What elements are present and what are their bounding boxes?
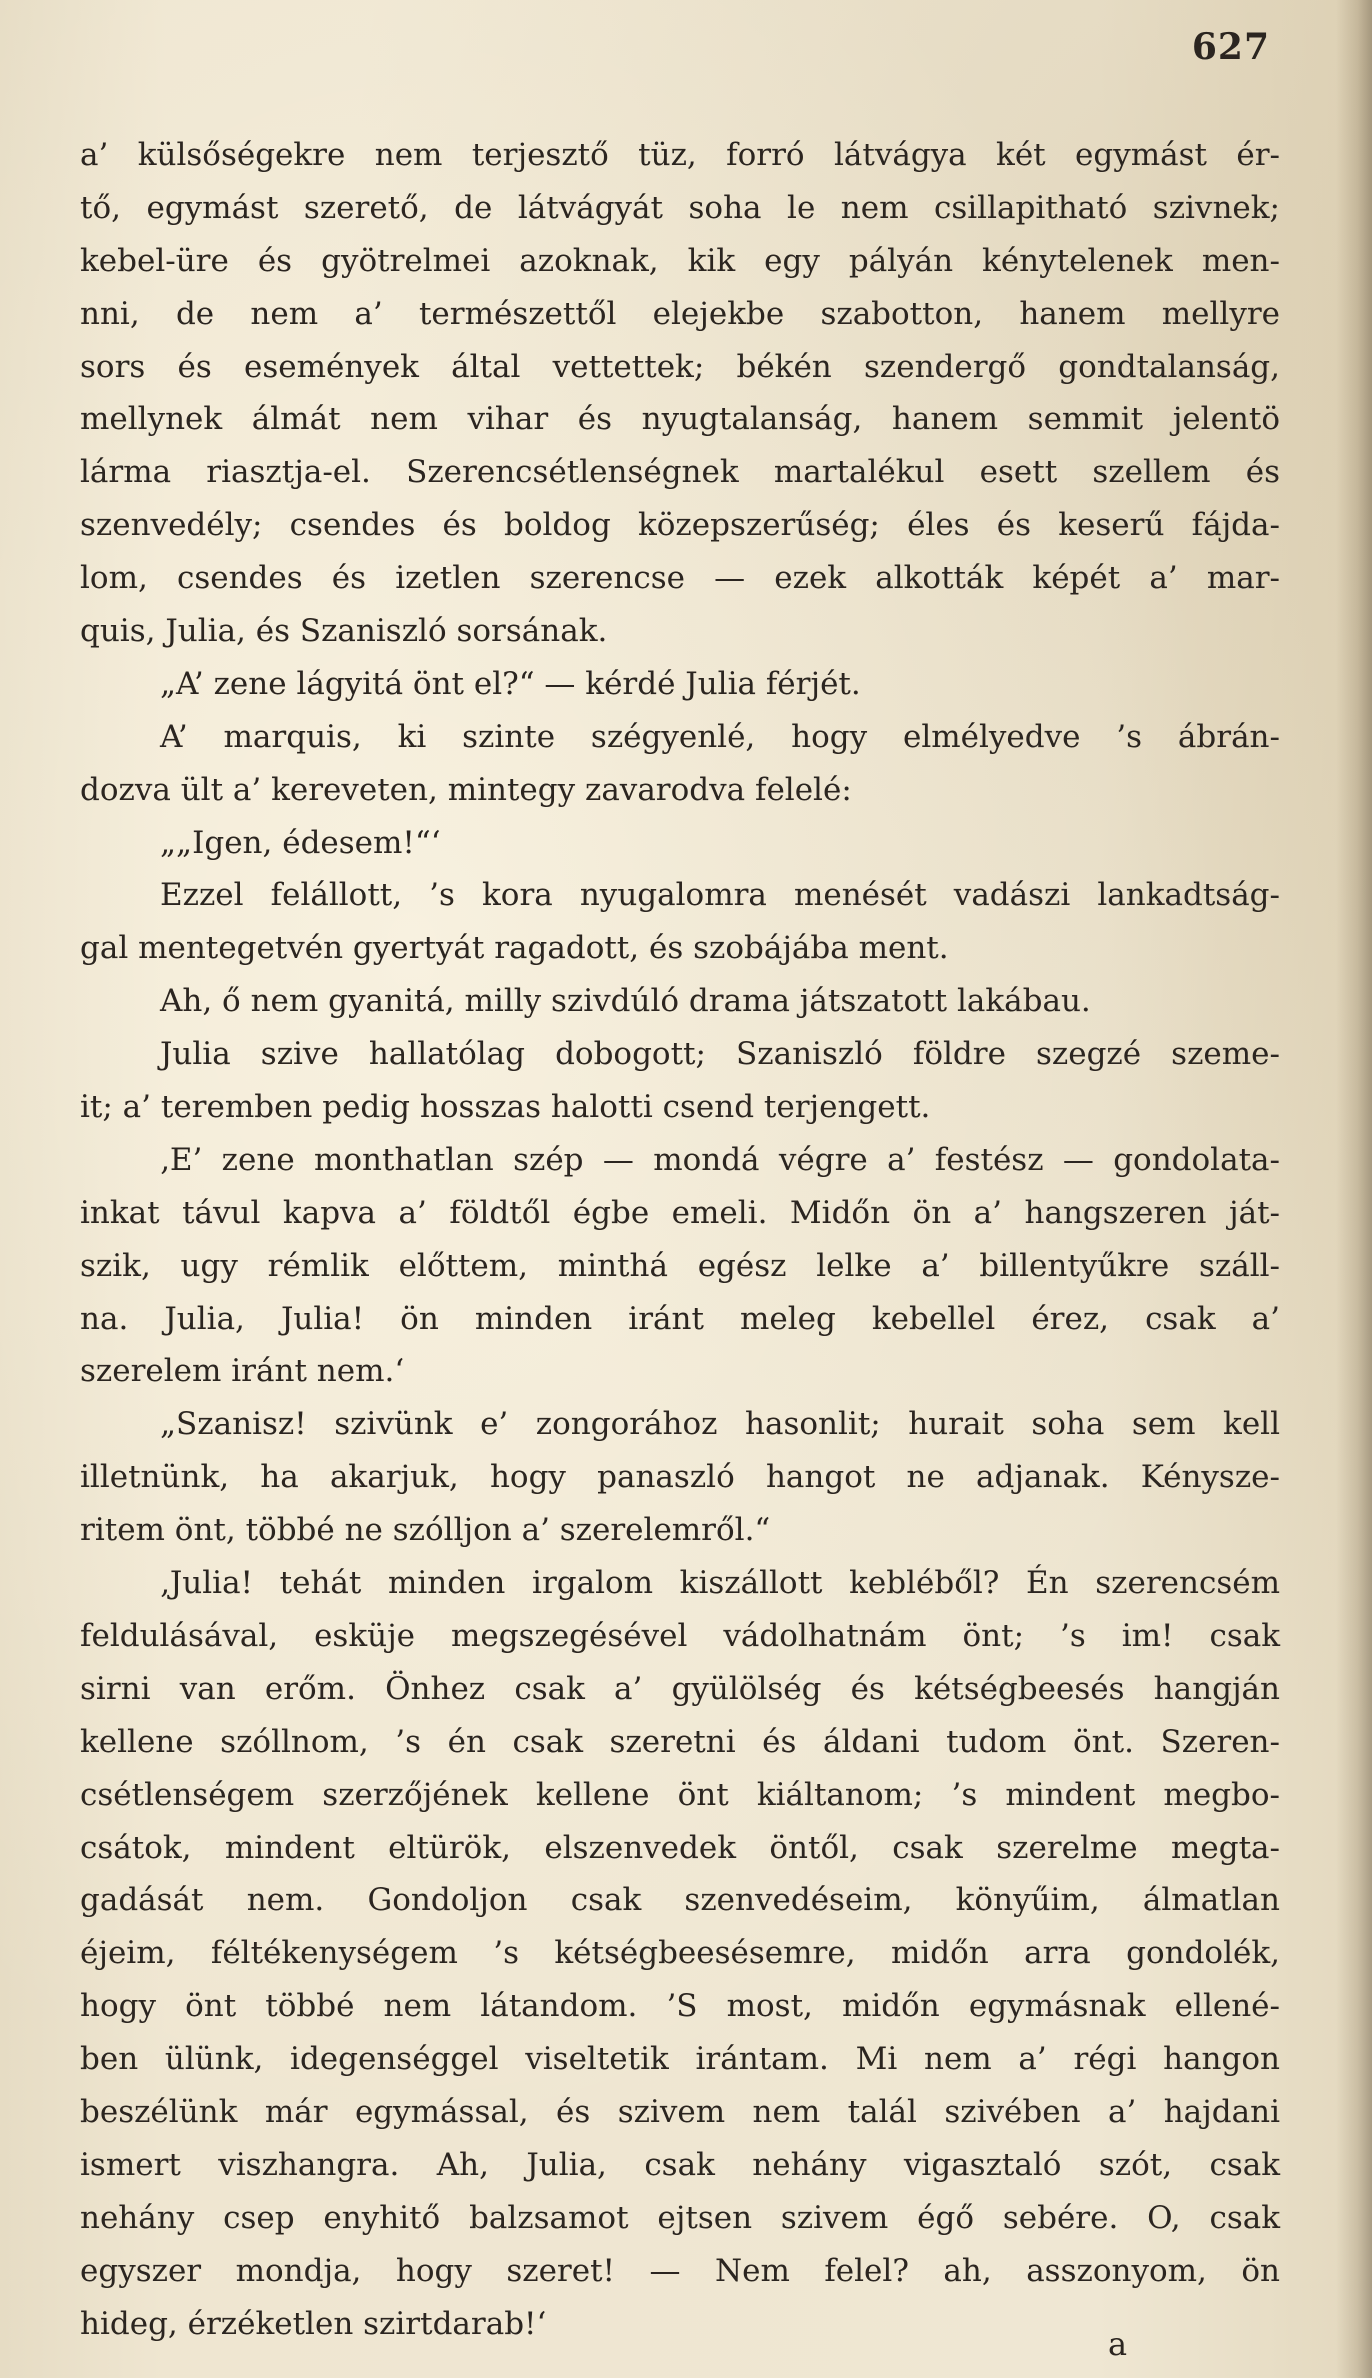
text-line: szerelem iránt nem.‘ bbox=[80, 1353, 405, 1390]
text-line: csátok, mindent eltürök, elszenvedek öntől, csak szerelme megta- bbox=[80, 1829, 1280, 1866]
text-line: „A’ zene lágyitá önt el?“ — kérdé Julia férjét. bbox=[160, 665, 861, 702]
text-line: Ezzel felállott, ’s kora nyugalomra menését vadászi lankadtság- bbox=[160, 877, 1280, 914]
text-line: dozva ült a’ kereveten, mintegy zavarodva felelé: bbox=[80, 771, 852, 808]
text-line: „Szanisz! szivünk e’ zongorához hasonlit; hurait soha sem kell bbox=[160, 1406, 1280, 1443]
text-line: lom, csendes és izetlen szerencse — ezek alkották képét a’ mar- bbox=[80, 560, 1280, 597]
text-line: inkat távul kapva a’ földtől égbe emeli. Midőn ön a’ hangszeren ját- bbox=[80, 1194, 1280, 1231]
text-line: gal mentegetvén gyertyát ragadott, és szobájába ment. bbox=[80, 930, 949, 967]
text-line: nehány csep enyhitő balzsamot ejtsen szivem égő sebére. O, csak bbox=[80, 2199, 1280, 2236]
text-line: A’ marquis, ki szinte szégyenlé, hogy elmélyedve ’s ábrán- bbox=[160, 718, 1280, 755]
page-number: 627 bbox=[1191, 26, 1270, 68]
page-edge-shadow bbox=[1336, 0, 1372, 2378]
text-line: nni, de nem a’ természettől elejekbe szabotton, hanem mellyre bbox=[80, 295, 1280, 332]
text-line: egyszer mondja, hogy szeret! — Nem felel? ah, asszonyom, ön bbox=[80, 2252, 1280, 2289]
text-line: sors és események által vettettek; békén szendergő gondtalanság, bbox=[80, 348, 1280, 385]
text-line: kebel-üre és gyötrelmei azoknak, kik egy pályán kénytelenek men- bbox=[80, 242, 1280, 279]
text-line: szenvedély; csendes és boldog közepszerűség; éles és keserű fájda- bbox=[80, 507, 1280, 544]
text-line: ismert viszhangra. Ah, Julia, csak nehány vigasztaló szót, csak bbox=[80, 2146, 1280, 2183]
text-line: Ah, ő nem gyanitá, milly szivdúló drama játszatott lakábau. bbox=[160, 983, 1091, 1020]
text-line: ritem önt, többé ne szólljon a’ szerelemről.“ bbox=[80, 1512, 771, 1549]
text-line: sirni van erőm. Önhez csak a’ gyülölség és kétségbeesés hangján bbox=[80, 1670, 1280, 1707]
text-line: illetnünk, ha akarjuk, hogy panaszló hangot ne adjanak. Kénysze- bbox=[80, 1459, 1280, 1496]
text-line: ‚E’ zene monthatlan szép — mondá végre a’ festész — gondolata- bbox=[160, 1141, 1280, 1178]
text-line: „„Igen, édesem!“‘ bbox=[160, 824, 441, 861]
text-line: lárma riasztja-el. Szerencsétlenségnek martalékul esett szellem és bbox=[80, 454, 1280, 491]
text-line: mellynek álmát nem vihar és nyugtalanság, hanem semmit jelentö bbox=[80, 401, 1280, 438]
text-line: Julia szive hallatólag dobogott; Szaniszló földre szegzé szeme- bbox=[160, 1036, 1280, 1073]
text-line: kellene szóllnom, ’s én csak szeretni és áldani tudom önt. Szeren- bbox=[80, 1723, 1280, 1760]
text-line: na. Julia, Julia! ön minden iránt meleg kebellel érez, csak a’ bbox=[80, 1300, 1280, 1337]
text-line: it; a’ teremben pedig hosszas halotti csend terjengett. bbox=[80, 1089, 931, 1126]
text-line: ‚Julia! tehát minden irgalom kiszállott kebléből? Én szerencsém bbox=[160, 1565, 1280, 1602]
text-line: hideg, érzéketlen szirtdarab!‘ bbox=[80, 2305, 547, 2342]
text-line: szik, ugy rémlik előttem, minthá egész lelke a’ billentyűkre száll- bbox=[80, 1247, 1280, 1284]
text-line: hogy önt többé nem látandom. ’S most, midőn egymásnak ellené- bbox=[80, 1988, 1280, 2025]
body-text bbox=[80, 129, 1280, 2350]
text-line: beszélünk már egymással, és szivem nem talál szivében a’ hajdani bbox=[80, 2093, 1280, 2130]
text-line: a’ külsőségekre nem terjesztő tüz, forró látvágya két egymást ér- bbox=[80, 137, 1280, 173]
text-line: gadását nem. Gondoljon csak szenvedéseim, könyűim, álmatlan bbox=[80, 1882, 1280, 1919]
text-line: ben ülünk, idegenséggel viseltetik irántam. Mi nem a’ régi hangon bbox=[80, 2041, 1280, 2078]
text-line: tő, egymást szerető, de látvágyát soha le nem csillapitható szivnek; bbox=[80, 189, 1280, 226]
signature-mark: a bbox=[1108, 2325, 1128, 2363]
text-line: feldulásával, esküje megszegésével vádolhatnám önt; ’s im! csak bbox=[80, 1617, 1280, 1654]
text-line: quis, Julia, és Szaniszló sorsának. bbox=[80, 613, 608, 650]
text-line: csétlenségem szerzőjének kellene önt kiáltanom; ’s mindent megbo- bbox=[80, 1776, 1280, 1813]
text-line: éjeim, féltékenységem ’s kétségbeesésemre, midőn arra gondolék, bbox=[80, 1935, 1280, 1972]
